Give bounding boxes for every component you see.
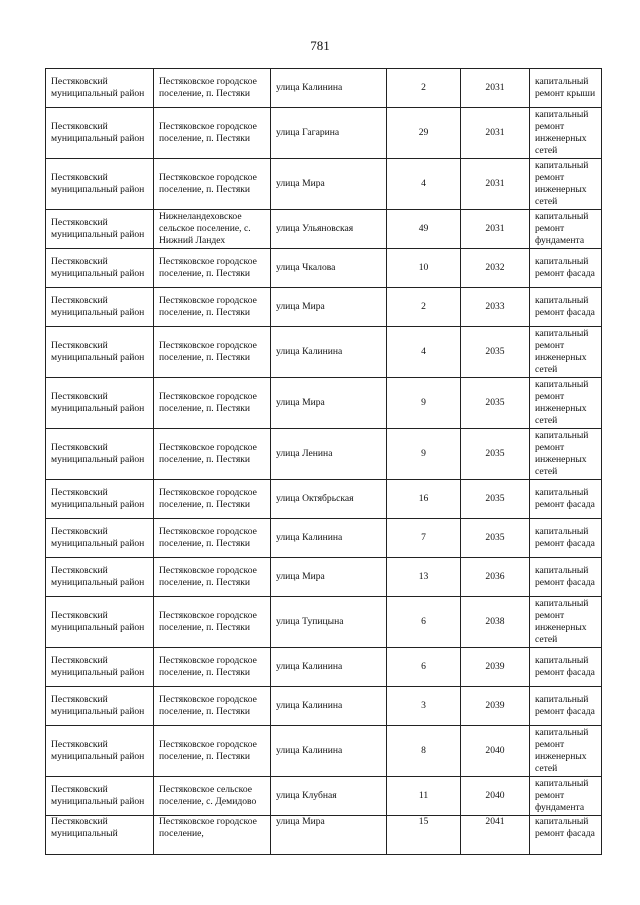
table-row: [46, 558, 602, 597]
year-cell: 2035: [461, 429, 530, 480]
settlement-cell: Пестяковское городское поселение, п. Пестяки: [154, 159, 271, 210]
district-cell: Пестяковский муниципальный район: [46, 597, 154, 648]
work-type-cell: капитальный ремонт фасада: [530, 648, 602, 687]
table-row: [46, 249, 602, 288]
settlement-cell: Пестяковское городское поселение, п. Пестяки: [154, 480, 271, 519]
table-row: [46, 597, 602, 648]
year-cell: 2031: [461, 159, 530, 210]
settlement-cell: Пестяковское городское поселение, п. Пестяки: [154, 597, 271, 648]
street-cell: улица Мира: [271, 159, 387, 210]
district-cell: Пестяковский муниципальный район: [46, 327, 154, 378]
year-cell: 2035: [461, 378, 530, 429]
work-type-cell: капитальный ремонт инженерных сетей: [530, 378, 602, 429]
street-cell: улица Октябрьская: [271, 480, 387, 519]
district-cell: Пестяковский муниципальный район: [46, 108, 154, 159]
year-cell: 2038: [461, 597, 530, 648]
street-cell: улица Мира: [271, 816, 387, 855]
work-type-cell: капитальный ремонт инженерных сетей: [530, 327, 602, 378]
district-cell: Пестяковский муниципальный район: [46, 249, 154, 288]
settlement-cell: Пестяковское городское поселение, п. Пестяки: [154, 288, 271, 327]
settlement-cell: Пестяковское городское поселение, п. Пестяки: [154, 687, 271, 726]
district-cell: Пестяковский муниципальный район: [46, 288, 154, 327]
street-cell: улица Гагарина: [271, 108, 387, 159]
table-row: [46, 777, 602, 816]
district-cell: Пестяковский муниципальный район: [46, 726, 154, 777]
table-row: [46, 378, 602, 429]
street-cell: улица Калинина: [271, 687, 387, 726]
work-type-cell: капитальный ремонт инженерных сетей: [530, 159, 602, 210]
year-cell: 2031: [461, 108, 530, 159]
year-cell: 2039: [461, 687, 530, 726]
house-number-cell: 9: [387, 378, 461, 429]
house-number-cell: 16: [387, 480, 461, 519]
table-row: [46, 519, 602, 558]
work-type-cell: капитальный ремонт фундамента: [530, 777, 602, 816]
year-cell: 2035: [461, 327, 530, 378]
settlement-cell: Пестяковское городское поселение, п. Пестяки: [154, 558, 271, 597]
house-number-cell: 4: [387, 159, 461, 210]
settlement-cell: Пестяковское городское поселение, п. Пестяки: [154, 726, 271, 777]
year-cell: 2033: [461, 288, 530, 327]
table-row: [46, 69, 602, 108]
street-cell: улица Чкалова: [271, 249, 387, 288]
house-number-cell: 2: [387, 288, 461, 327]
settlement-cell: Пестяковское городское поселение,: [154, 816, 271, 855]
settlement-cell: Пестяковское городское поселение, п. Пестяки: [154, 429, 271, 480]
work-type-cell: капитальный ремонт фасада: [530, 519, 602, 558]
district-cell: Пестяковский муниципальный район: [46, 378, 154, 429]
year-cell: 2036: [461, 558, 530, 597]
page-number: 781: [310, 38, 330, 53]
work-type-cell: капитальный ремонт фасада: [530, 249, 602, 288]
table-row: [46, 108, 602, 159]
work-type-cell: капитальный ремонт фасада: [530, 288, 602, 327]
work-type-cell: капитальный ремонт инженерных сетей: [530, 726, 602, 777]
house-number-cell: 4: [387, 327, 461, 378]
table-row: [46, 288, 602, 327]
work-type-cell: капитальный ремонт инженерных сетей: [530, 108, 602, 159]
year-cell: 2041: [461, 816, 530, 855]
year-cell: 2039: [461, 648, 530, 687]
district-cell: Пестяковский муниципальный район: [46, 210, 154, 249]
district-cell: Пестяковский муниципальный район: [46, 558, 154, 597]
house-number-cell: 7: [387, 519, 461, 558]
district-cell: Пестяковский муниципальный район: [46, 777, 154, 816]
table-row: [46, 210, 602, 249]
table-row: [46, 429, 602, 480]
street-cell: улица Мира: [271, 288, 387, 327]
settlement-cell: Пестяковское городское поселение, п. Пестяки: [154, 108, 271, 159]
street-cell: улица Мира: [271, 558, 387, 597]
settlement-cell: Пестяковское городское поселение, п. Пестяки: [154, 648, 271, 687]
work-type-cell: капитальный ремонт фасада: [530, 480, 602, 519]
district-cell: Пестяковский муниципальный район: [46, 648, 154, 687]
street-cell: улица Тупицына: [271, 597, 387, 648]
house-number-cell: 3: [387, 687, 461, 726]
work-type-cell: капитальный ремонт инженерных сетей: [530, 597, 602, 648]
district-cell: Пестяковский муниципальный: [46, 816, 154, 855]
table-body: [46, 69, 602, 855]
house-number-cell: 29: [387, 108, 461, 159]
registry-table: [45, 68, 602, 855]
street-cell: улица Калинина: [271, 648, 387, 687]
street-cell: улица Клубная: [271, 777, 387, 816]
district-cell: Пестяковский муниципальный район: [46, 519, 154, 558]
settlement-cell: Пестяковское городское поселение, п. Пестяки: [154, 69, 271, 108]
year-cell: 2032: [461, 249, 530, 288]
street-cell: улица Ульяновская: [271, 210, 387, 249]
house-number-cell: 6: [387, 648, 461, 687]
district-cell: Пестяковский муниципальный район: [46, 429, 154, 480]
house-number-cell: 6: [387, 597, 461, 648]
table-row: [46, 327, 602, 378]
district-cell: Пестяковский муниципальный район: [46, 687, 154, 726]
street-cell: улица Калинина: [271, 519, 387, 558]
settlement-cell: Пестяковское городское поселение, п. Пестяки: [154, 249, 271, 288]
house-number-cell: 13: [387, 558, 461, 597]
work-type-cell: капитальный ремонт крыши: [530, 69, 602, 108]
settlement-cell: Пестяковское городское поселение, п. Пестяки: [154, 327, 271, 378]
district-cell: Пестяковский муниципальный район: [46, 480, 154, 519]
house-number-cell: 10: [387, 249, 461, 288]
table-row: [46, 726, 602, 777]
table-row: [46, 159, 602, 210]
street-cell: улица Калинина: [271, 69, 387, 108]
house-number-cell: 9: [387, 429, 461, 480]
house-number-cell: 8: [387, 726, 461, 777]
table-row: [46, 480, 602, 519]
settlement-cell: Пестяковское сельское поселение, с. Демидово: [154, 777, 271, 816]
work-type-cell: капитальный ремонт фасада: [530, 816, 602, 855]
year-cell: 2035: [461, 519, 530, 558]
settlement-cell: Пестяковское городское поселение, п. Пестяки: [154, 519, 271, 558]
table-row: [46, 816, 602, 855]
district-cell: Пестяковский муниципальный район: [46, 159, 154, 210]
work-type-cell: капитальный ремонт инженерных сетей: [530, 429, 602, 480]
table-row: [46, 687, 602, 726]
work-type-cell: капитальный ремонт фундамента: [530, 210, 602, 249]
house-number-cell: 11: [387, 777, 461, 816]
work-type-cell: капитальный ремонт фасада: [530, 558, 602, 597]
work-type-cell: капитальный ремонт фасада: [530, 687, 602, 726]
settlement-cell: Нижнеландеховское сельское поселение, с. Нижний Ландех: [154, 210, 271, 249]
street-cell: улица Калинина: [271, 327, 387, 378]
settlement-cell: Пестяковское городское поселение, п. Пестяки: [154, 378, 271, 429]
year-cell: 2040: [461, 777, 530, 816]
street-cell: улица Мира: [271, 378, 387, 429]
house-number-cell: 2: [387, 69, 461, 108]
house-number-cell: 15: [387, 816, 461, 855]
district-cell: Пестяковский муниципальный район: [46, 69, 154, 108]
year-cell: 2040: [461, 726, 530, 777]
house-number-cell: 49: [387, 210, 461, 249]
year-cell: 2031: [461, 69, 530, 108]
year-cell: 2031: [461, 210, 530, 249]
year-cell: 2035: [461, 480, 530, 519]
street-cell: улица Ленина: [271, 429, 387, 480]
street-cell: улица Калинина: [271, 726, 387, 777]
table-row: [46, 648, 602, 687]
